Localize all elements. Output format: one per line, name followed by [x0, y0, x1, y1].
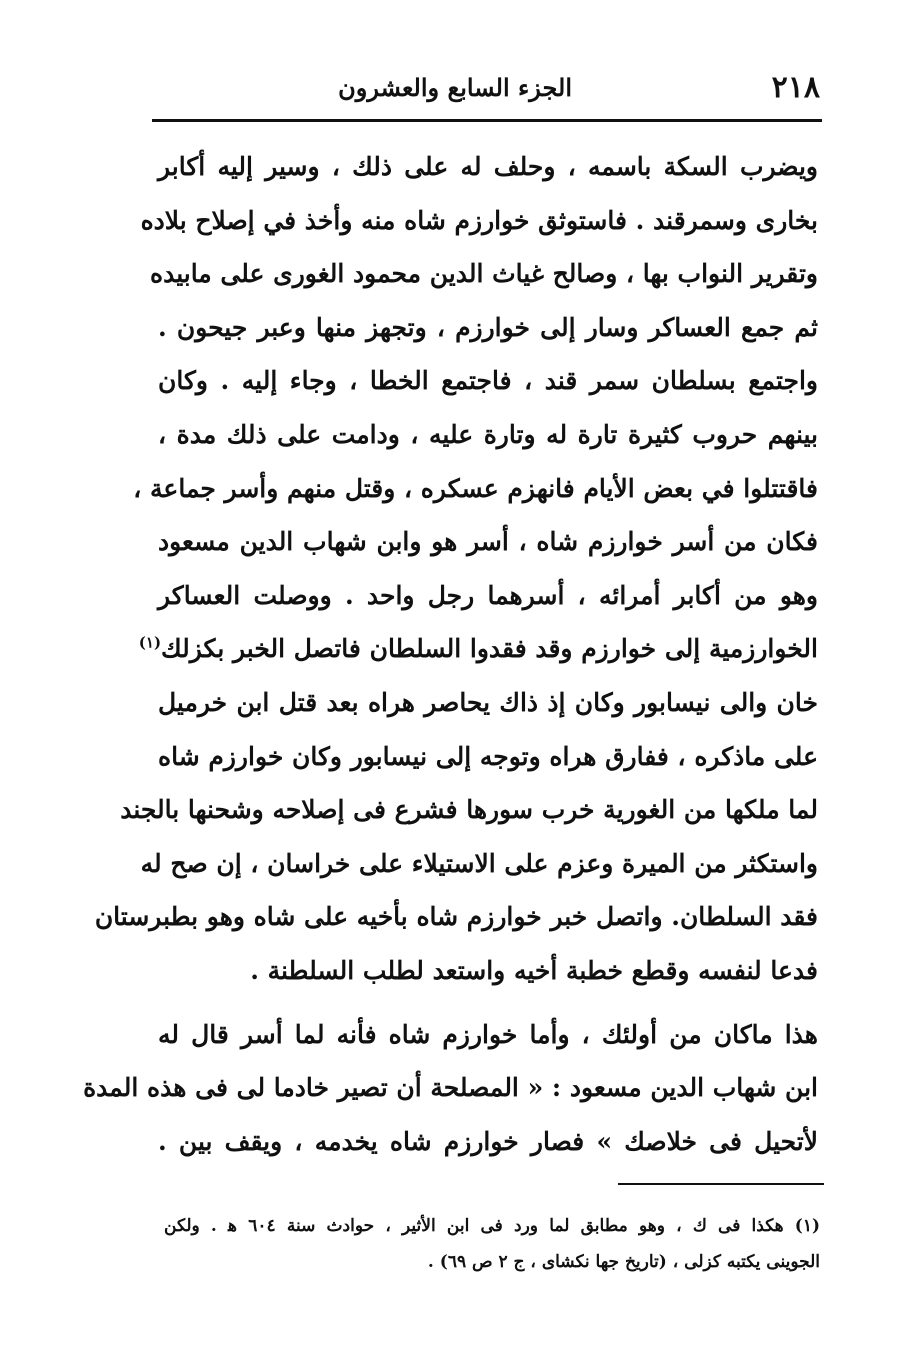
text-line: هذا ماكان من أولئك ، وأما خوارزم شاه فأنه لما أسر قال له [158, 1019, 818, 1049]
text-line: ويضرب السكة باسمه ، وحلف له على ذلك ، وسير إليه أكابر [158, 152, 818, 181]
text-line: لما ملكها من الغورية خرب سورها فشرع فى إصلاحه وشحنها بالجند [120, 795, 818, 825]
text-line: واجتمع بسلطان سمر قند ، فاجتمع الخطا ، وجاء إليه . وكان [158, 366, 818, 396]
page-header [152, 66, 822, 116]
text-line: واستكثر من الميرة وعزم على الاستيلاء على خراسان ، إن صح له [140, 848, 818, 878]
text-line: وهو من أكابر أمرائه ، أسرهما رجل واحد . ووصلت العساكر [158, 580, 818, 610]
footnotes [164, 1208, 820, 1280]
text-line-with-footnote [138, 622, 818, 676]
text-line: وتقرير النواب بها ، وصالح غياث الدين محمود الغورى على مابيده [149, 259, 818, 289]
text-line: لأتحيل فى خلاصك » فصار خوارزم شاه يخدمه ، ويقف بين . [158, 1126, 818, 1156]
text-line: فقد السلطان. واتصل خبر خوارزم شاه بأخيه على شاه وهو بطبرستان [94, 902, 818, 932]
footnote-line: الجوينى يكتبه كزلى ، (تاريخ جها نكشاى ، ج ٢ ص ٦٩) . [427, 1252, 820, 1272]
text-line: فاقتتلوا في بعض الأيام فانهزم عسكره ، وقتل منهم وأسر جماعة ، [133, 473, 818, 503]
footnote-rule [618, 1183, 824, 1185]
text-line: ابن شهاب الدين مسعود : « المصلحة أن تصير خادما لى فى هذه المدة [83, 1073, 818, 1103]
page-number: ٢١٨ [771, 70, 820, 105]
text-line-content: الخوارزمية إلى خوارزم وقد فقدوا السلطان فاتصل الخبر بكزلك [161, 634, 818, 664]
text-line: خان والى نيسابور وكان إذ ذاك يحاصر هراه بعد قتل ابن خرميل [158, 687, 818, 717]
text-line: ثم جمع العساكر وسار إلى خوارزم ، وتجهز منها وعبر جيحون . [158, 312, 818, 342]
header-rule [152, 119, 822, 122]
text-line: بخارى وسمرقند . فاستوثق خوارزم شاه منه وأخذ في إصلاح بلاده [140, 205, 818, 235]
text-line: فكان من أسر خوارزم شاه ، أسر هو وابن شهاب الدين مسعود [158, 527, 818, 557]
text-line: على ماذكره ، ففارق هراه وتوجه إلى نيسابور وكان خوارزم شاه [158, 741, 818, 771]
text-line: بينهم حروب كثيرة تارة له وتارة عليه ، ودامت على ذلك مدة ، [158, 419, 818, 449]
text-line: فدعا لنفسه وقطع خطبة أخيه واستعد لطلب السلطنة . [250, 955, 818, 985]
running-title: الجزء السابع والعشرون [338, 73, 572, 102]
main-text [83, 140, 818, 1168]
footnote-line: (١) هكذا فى ك ، وهو مطابق لما ورد فى ابن الأثير ، حوادث سنة ٦٠٤ ﻫ . ولكن [164, 1216, 820, 1236]
footnote-reference: (١) [138, 634, 162, 653]
